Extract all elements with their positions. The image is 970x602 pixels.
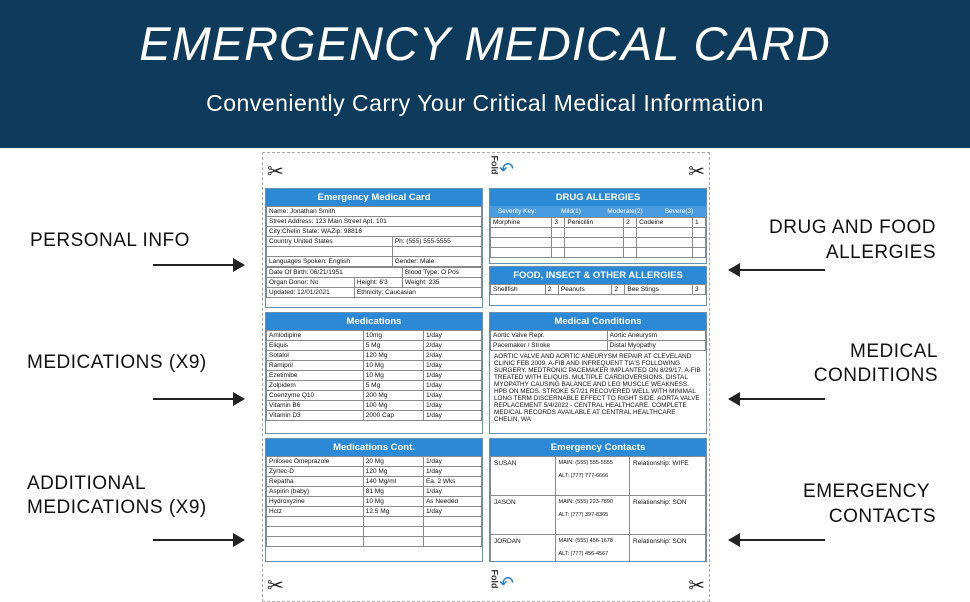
med-dose: 200 Mg <box>363 391 423 401</box>
contact-main-phone: MAIN: (555) 456-1678 <box>558 538 613 544</box>
field-city: City:Chelin State: WAZip: 98816 <box>267 227 482 237</box>
contact-main-phone: MAIN: (555) 555-5555 <box>558 460 613 466</box>
personal-info-panel <box>265 188 483 308</box>
severity-key <box>490 206 706 217</box>
table-row <box>491 285 706 295</box>
contact-relationship: Relationship: SON <box>630 496 706 535</box>
med-frequency: 1/day <box>423 487 481 497</box>
label-contacts-1: EMERGENCY <box>803 481 930 502</box>
field-street: Street Address: 123 Main Street Apt. 101 <box>267 217 482 227</box>
field-ethnicity: Ethnicity: Caucasian <box>354 288 481 298</box>
med-dose: 10 Mg <box>363 371 423 381</box>
medications-cont-title: Medications Cont. <box>266 439 482 456</box>
med-name: Repatha <box>267 477 364 487</box>
allergy-severity: 1 <box>693 218 706 228</box>
allergy-cell: Shellfish <box>491 285 546 295</box>
field-country: Country United States <box>267 237 393 247</box>
med-name: Eliquis <box>267 341 364 351</box>
contacts-table <box>490 456 706 562</box>
condition-cell: Aortic Aneurysm <box>607 331 705 341</box>
med-name <box>267 527 364 537</box>
med-name <box>267 537 364 547</box>
med-frequency <box>423 537 481 547</box>
contact-name: SUSAN <box>491 457 556 496</box>
allergy-severity: 3 <box>552 218 565 228</box>
table-row <box>267 401 482 411</box>
field-updated: Updated: 12/01/2021 <box>267 288 355 298</box>
field-donor: Organ Donor: No <box>267 278 355 288</box>
allergy-cell: Morphine <box>491 218 552 228</box>
medications-cont-panel <box>265 438 483 562</box>
contact-name: JASON <box>491 496 556 535</box>
severity-moderate: Moderate(2) <box>607 208 643 215</box>
table-row <box>491 341 706 351</box>
table-row <box>491 238 706 248</box>
med-frequency: 1/day <box>423 361 481 371</box>
med-frequency: 1/day <box>423 381 481 391</box>
med-frequency: 2/day <box>423 341 481 351</box>
med-name: Sotalol <box>267 351 364 361</box>
table-row <box>267 497 482 507</box>
drug-allergies-title: DRUG ALLERGIES <box>490 189 706 206</box>
medications-table <box>266 330 482 421</box>
allergy-severity: 2 <box>612 285 625 295</box>
contact-relationship: Relationship: SON <box>630 535 706 563</box>
field-height: Height: 6'3 <box>354 278 402 288</box>
table-row <box>267 331 482 341</box>
contact-alt-phone: ALT: (777) 777-6666 <box>558 473 609 479</box>
table-row <box>491 535 706 563</box>
med-dose: 5 Mg <box>363 381 423 391</box>
personal-info-title: Emergency Medical Card <box>266 189 482 206</box>
table-row <box>491 248 706 258</box>
label-allergies-2: ALLERGIES <box>825 242 936 263</box>
medical-card <box>262 152 710 602</box>
medications-cont-table <box>266 456 482 547</box>
med-frequency: 1/day <box>423 411 481 421</box>
arrow-left-icon <box>730 539 825 541</box>
field-blood: Blood Type: O Pos <box>402 268 481 278</box>
table-row <box>267 487 482 497</box>
page-subtitle: Conveniently Carry Your Critical Medical Information <box>206 90 764 116</box>
contact-name: JORDAN <box>491 535 556 563</box>
med-name: Prilosec Omeprazole <box>267 457 364 467</box>
med-frequency: 1/day <box>423 401 481 411</box>
fold-line-bottom <box>263 571 709 599</box>
severity-key-label: Severity Key: <box>497 208 537 215</box>
condition-cell: Distal Myopathy <box>607 341 705 351</box>
contact-phones <box>555 535 630 563</box>
allergy-cell: Bee Stings <box>625 285 693 295</box>
med-frequency <box>423 517 481 527</box>
med-dose <box>363 517 423 527</box>
table-row <box>267 457 482 467</box>
med-frequency: 1/day <box>423 507 481 517</box>
med-frequency: As Needed <box>423 497 481 507</box>
fold-label: Fold <box>489 155 500 175</box>
med-frequency: Ea. 2 Wks <box>423 477 481 487</box>
med-frequency: 2/day <box>423 351 481 361</box>
field-dob: Date Of Birth: 06/21/1951 <box>267 268 403 278</box>
contact-alt-phone: ALT: (777) 397-8365 <box>558 512 609 518</box>
allergy-cell: Codeine <box>637 218 693 228</box>
condition-cell: Aortic Valve Repr. <box>491 331 608 341</box>
med-name: Aspirin (baby) <box>267 487 364 497</box>
table-row <box>267 351 482 361</box>
med-frequency: 1/day <box>423 391 481 401</box>
arrow-left-icon <box>730 398 825 400</box>
header-banner <box>0 0 970 148</box>
med-name: Amlodipine <box>267 331 364 341</box>
med-dose: 100 Mg <box>363 401 423 411</box>
table-row <box>267 391 482 401</box>
label-additional-2: MEDICATIONS (X9) <box>27 497 207 518</box>
allergy-severity: 2 <box>545 285 558 295</box>
arrow-right-icon <box>153 539 243 541</box>
label-medications: MEDICATIONS (X9) <box>27 352 207 373</box>
table-row <box>491 496 706 535</box>
contacts-panel <box>489 438 707 562</box>
med-name: Vitamin D3 <box>267 411 364 421</box>
med-dose: 10 Mg <box>363 361 423 371</box>
field-name: Name: Jonathan Smith <box>267 207 482 217</box>
table-row <box>267 371 482 381</box>
allergy-cell: Peanuts <box>558 285 612 295</box>
condition-cell: Pacemaker / Stroke <box>491 341 608 351</box>
med-name: Zyrtec-D <box>267 467 364 477</box>
med-name: Ramipril <box>267 361 364 371</box>
med-dose: 10 Mg <box>363 497 423 507</box>
med-name: Zolpidem <box>267 381 364 391</box>
table-row <box>267 517 482 527</box>
med-name: Coenzyme Q10 <box>267 391 364 401</box>
contacts-title: Emergency Contacts <box>490 439 706 456</box>
med-name: Hydroxyzine <box>267 497 364 507</box>
table-row <box>267 507 482 517</box>
table-row <box>491 457 706 496</box>
label-additional-1: ADDITIONAL <box>27 473 147 494</box>
table-row <box>267 477 482 487</box>
fold-label: Fold <box>489 569 500 589</box>
label-personal-info: PERSONAL INFO <box>30 230 190 251</box>
field-languages: Languages Spoken: English <box>267 257 393 267</box>
field-gender: Gender: Male <box>392 257 481 267</box>
page-title: EMERGENCY MEDICAL CARD <box>139 17 831 70</box>
fold-arrow-icon: ↶ <box>499 573 515 593</box>
med-dose <box>363 537 423 547</box>
field-blank <box>392 247 481 257</box>
label-contacts-2: CONTACTS <box>828 506 936 527</box>
contact-phones <box>555 496 630 535</box>
med-dose: 81 Mg <box>363 487 423 497</box>
med-dose: 10mg <box>363 331 423 341</box>
food-allergies-panel <box>489 266 707 306</box>
field-phone: Ph: (555) 555-5555 <box>392 237 481 247</box>
med-dose: 2000 Cap <box>363 411 423 421</box>
fold-arrow-icon: ↶ <box>499 159 515 179</box>
med-dose: 5 Mg <box>363 341 423 351</box>
med-frequency: 1/day <box>423 457 481 467</box>
table-row <box>491 228 706 238</box>
label-allergies-1: DRUG AND FOOD <box>769 217 936 238</box>
table-row <box>267 527 482 537</box>
arrow-right-icon <box>153 264 243 266</box>
conditions-title: Medical Conditions <box>490 313 706 330</box>
med-frequency: 1/day <box>423 467 481 477</box>
table-row <box>491 331 706 341</box>
arrow-left-icon <box>730 269 825 271</box>
table-row <box>267 381 482 391</box>
label-conditions-2: CONDITIONS <box>813 365 938 386</box>
table-row <box>267 341 482 351</box>
med-dose <box>363 527 423 537</box>
scissors-icon: ✂ <box>688 161 705 183</box>
scissors-icon: ✂ <box>267 575 284 597</box>
med-dose: 120 Mg <box>363 467 423 477</box>
medications-title: Medications <box>266 313 482 330</box>
med-dose: 12.5 Mg <box>363 507 423 517</box>
contact-phones <box>555 457 630 496</box>
scissors-icon: ✂ <box>688 575 705 597</box>
table-row <box>267 537 482 547</box>
med-dose: 120 Mg <box>363 351 423 361</box>
med-name: Hctz <box>267 507 364 517</box>
field-weight: Weight: 235 <box>402 278 481 288</box>
food-allergies-title: FOOD, INSECT & OTHER ALLERGIES <box>490 267 706 284</box>
condition-notes: AORTIC VALVE AND AORTIC ANEURYSM REPAIR AT CLEVELAND CLINIC FEB 2009. A-FIB AND INFREQUENT TIA'S FOLLOWING SURGERY. MEDTRONIC PACEMAKER IMPLANTED ON 8/29/17. A-FIB TREATED WITH ELIQUIS. MULTIPLE CARDIOVERSIONS. DISTAL MYOPATHY CAUSING BALANCE AND LEG MUSCLE WEAKNESS. HPB ON MEDS. STROKE 5/7/21 RECOVERED WELL WITH MINIMAL LONG TERM DISCERNABLE EFFECT TO RIGHT SIDE. AORTA VALVE REPLACEMENT 5/4/2022 - CENTRAL HEALTHCARE. COMPLETE MEDICAL RECORDS AVAILABLE AT CENTRAL HEALTHCARE CHELIN, WA <box>494 353 701 423</box>
arrow-right-icon <box>153 398 243 400</box>
field-blank <box>267 247 393 257</box>
label-conditions-1: MEDICAL <box>850 341 938 362</box>
med-name: Vitamin B6 <box>267 401 364 411</box>
allergy-severity: 2 <box>624 218 637 228</box>
med-dose: 140 Mg/ml <box>363 477 423 487</box>
med-dose: 20 Mg <box>363 457 423 467</box>
contact-relationship: Relationship: WIFE <box>630 457 706 496</box>
med-frequency: 1/day <box>423 331 481 341</box>
med-frequency <box>423 527 481 537</box>
table-row <box>267 467 482 477</box>
table-row <box>491 218 706 228</box>
scissors-icon: ✂ <box>267 161 284 183</box>
contact-main-phone: MAIN: (555) 223-7890 <box>558 499 613 505</box>
conditions-panel <box>489 312 707 434</box>
contact-alt-phone: ALT: (777) 456-4567 <box>558 551 609 557</box>
table-row <box>267 361 482 371</box>
severity-mild: Mild(1) <box>561 208 581 215</box>
allergy-severity: 3 <box>693 285 706 295</box>
severity-severe: Severe(3) <box>664 208 694 215</box>
med-name <box>267 517 364 527</box>
allergy-cell: Penicillin <box>565 218 624 228</box>
med-frequency: 1/day <box>423 371 481 381</box>
medications-panel <box>265 312 483 434</box>
med-name: Ezetimibe <box>267 371 364 381</box>
drug-allergies-panel <box>489 188 707 264</box>
table-row <box>267 411 482 421</box>
fold-line-top <box>263 157 709 185</box>
